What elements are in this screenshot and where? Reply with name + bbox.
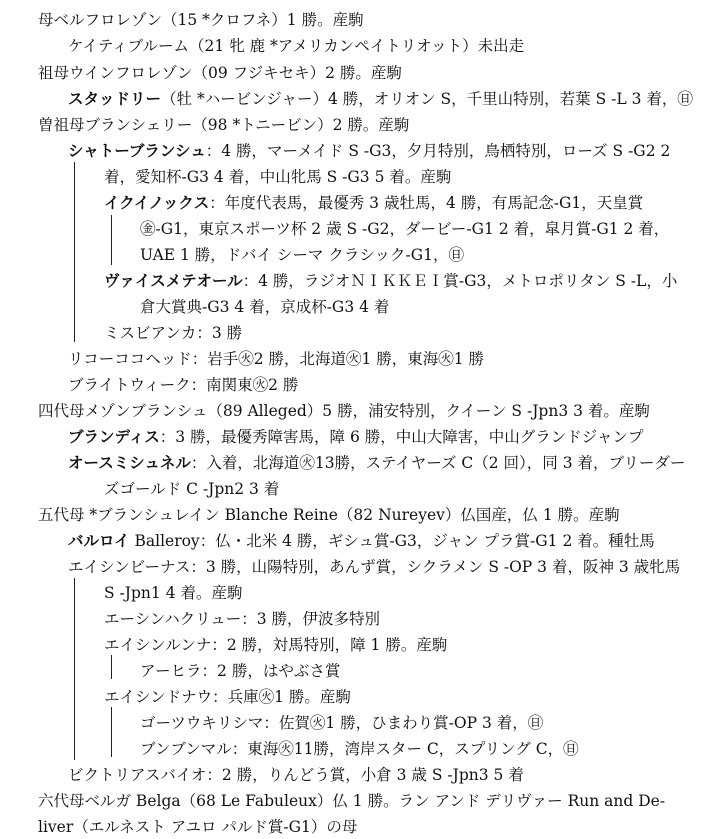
tree-line-runna-branch [111, 655, 112, 679]
pedigree-line-l03 [38, 63, 402, 85]
pedigree-line-l18 [68, 453, 685, 475]
line-text: 六代母ベルガ Belga（68 Le Fabuleux）仏 1 勝。ラン アンド デリヴァー Run and De- [38, 792, 666, 810]
horse-name-bold: オースミシュネル [68, 454, 191, 472]
horse-name-bold: イクイノックス [104, 194, 210, 212]
pedigree-line-l08 [104, 193, 643, 215]
pedigree-line-l15 [68, 375, 298, 397]
pedigree-line-l21 [68, 531, 655, 553]
pedigree-line-l27 [104, 687, 351, 709]
line-text: 四代母メゾンブランシュ（89 Alleged）5 勝，浦安特別，クイーン S -Jpn3 3 着。産駒 [38, 402, 650, 420]
horse-record: Balleroy：仏・北米 4 勝，ギシュ賞-G3，ジャン プラ賞-G1 2 着。種牡馬 [129, 532, 655, 550]
line-text: ブライトウィーク：南関東㊋2 勝 [68, 376, 299, 394]
horse-name-bold: シャトーブランシュ [68, 142, 206, 160]
pedigree-line-l32 [38, 817, 357, 839]
pedigree-line-l20 [38, 505, 620, 527]
line-text: 曽祖母ブランシェリー（98 *トニービン）2 勝。産駒 [38, 116, 410, 134]
horse-record: （牡 *ハービンジャー）4 勝，オリオン S，千里山特別，若葉 S -L 3 着，㊐ [161, 90, 693, 108]
pedigree-line-l05 [38, 115, 409, 137]
line-text: ビクトリアスバイオ：2 勝，りんどう賞，小倉 3 歳 S -Jpn3 5 着 [68, 766, 524, 784]
pedigree-line-l16 [38, 401, 650, 423]
pedigree-line-l30 [68, 765, 524, 787]
line-text: ゴーツウキリシマ：佐賀㊋1 勝，ひまわり賞-OP 3 着，㊐ [140, 714, 544, 732]
pedigree-line-l25 [104, 635, 447, 657]
tree-line-eishin-venus-branch [74, 578, 75, 760]
pedigree-line-l07 [104, 167, 451, 189]
pedigree-line-l14 [68, 349, 484, 371]
pedigree-line-l09 [140, 219, 669, 241]
pedigree-line-l12 [140, 297, 389, 319]
pedigree-line-l04 [68, 89, 693, 111]
line-text: ㊎-G1，東京スポーツ杯 2 歳 S -G2，ダービー-G1 2 着，皐月賞-G1 2 着， [140, 220, 670, 238]
pedigree-line-l17 [68, 427, 643, 449]
horse-name-bold: ヴァイスメテオール [104, 272, 243, 290]
line-text: 母ベルフロレゾン（15 *クロフネ）1 勝。産駒 [38, 11, 364, 29]
line-text: ブンブンマル：東海㊋11勝，湾岸スター C，スプリング C，㊐ [140, 740, 579, 758]
pedigree-line-l06 [68, 141, 670, 163]
line-text: 着，愛知杯-G3 4 着，中山牝馬 S -G3 5 着。産駒 [104, 168, 452, 186]
horse-record: ：入着，北海道㊋13勝，ステイヤーズ C（2 回），同 3 着，ブリーダー [190, 454, 686, 472]
line-text: S -Jpn1 4 着。産駒 [104, 584, 243, 602]
line-text: エイシンルンナ：2 勝，対馬特別，障 1 勝。産駒 [104, 636, 448, 654]
pedigree-line-l19 [104, 479, 279, 501]
line-text: UAE 1 勝，ドバイ シーマ クラシック-G1，㊐ [140, 246, 465, 264]
line-text: liver（エルネスト アユロ パルド賞-G1）の母 [38, 818, 358, 836]
line-text: 倉大賞典-G3 4 着，京成杯-G3 4 着 [140, 298, 390, 316]
tree-line-equinox-branch [111, 215, 112, 265]
pedigree-line-l02 [68, 36, 524, 58]
pedigree-line-l29 [140, 739, 579, 761]
horse-record: ：年度代表馬，最優秀 3 歳牡馬，4 勝，有馬記念-G1，天皇賞 [209, 194, 644, 212]
pedigree-line-l23 [104, 583, 242, 605]
line-text: リコーココヘッド：岩手㊋2 勝，北海道㊋1 勝，東海㊋1 勝 [68, 350, 485, 368]
horse-record: ：4 勝，ラジオＮＩＫＫＥＩ賞-G3，メトロポリタン S -L，小 [242, 272, 678, 290]
pedigree-line-l11 [104, 271, 677, 293]
pedigree-line-l22 [68, 557, 680, 579]
line-text: エイシンビーナス：3 勝，山陽特別，あんず賞，シクラメン S -OP 3 着，阪神 3 歳牝馬 [68, 558, 681, 576]
tree-line-donau-branch [111, 707, 112, 757]
line-text: 五代母 *ブランシュレイン Blanche Reine（82 Nureyev）仏国産，仏 1 勝。産駒 [38, 506, 620, 524]
pedigree-line-l24 [104, 609, 380, 631]
tree-line-chateau-branch [74, 162, 75, 342]
pedigree-line-l31 [38, 791, 665, 813]
line-text: エイシンドナウ：兵庫㊋1 勝。産駒 [104, 688, 351, 706]
line-text: ズゴールド C -Jpn2 3 着 [104, 480, 280, 498]
line-text: 祖母ウインフロレゾン（09 フジキセキ）2 勝。産駒 [38, 64, 402, 82]
line-text: アーヒラ：2 勝，はやぶさ賞 [140, 662, 341, 680]
horse-record: ：4 勝，マーメイド S -G3，夕月特別，鳥栖特別，ローズ S -G2 2 [205, 142, 671, 160]
horse-name-bold: バルロイ [68, 532, 130, 550]
horse-name-bold: ブランディス [68, 428, 160, 446]
pedigree-line-l26 [140, 661, 340, 683]
pedigree-line-l13 [104, 323, 242, 345]
pedigree-line-l01 [38, 10, 364, 32]
horse-name-bold: スタッドリー [68, 90, 162, 108]
pedigree-line-l10 [140, 245, 464, 267]
line-text: ケイティブルーム（21 牝 鹿 *アメリカンペイトリオット）未出走 [68, 37, 525, 55]
horse-record: ：3 勝，最優秀障害馬，障 6 勝，中山大障害，中山グランドジャンプ [159, 428, 644, 446]
line-text: エーシンハクリュー：3 勝，伊波多特別 [104, 610, 381, 628]
line-text: ミスビアンカ：3 勝 [104, 324, 243, 342]
pedigree-line-l28 [140, 713, 543, 735]
